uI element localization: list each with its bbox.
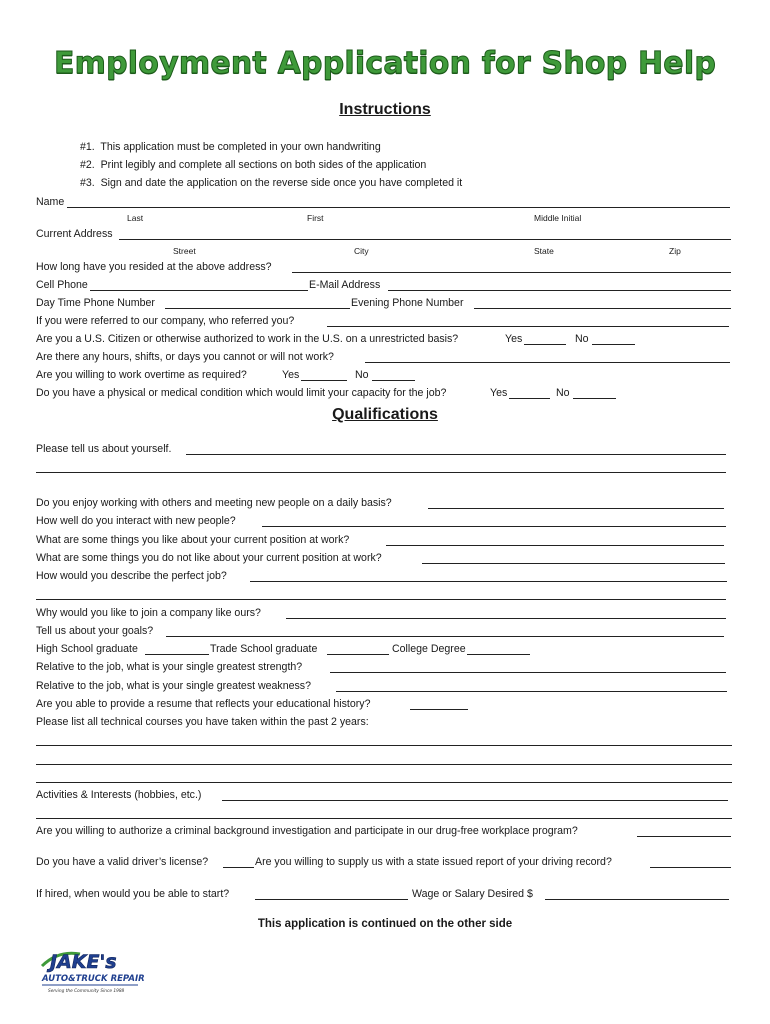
trade-school-label: Trade School graduate bbox=[210, 643, 318, 655]
email-field[interactable] bbox=[388, 290, 731, 291]
license-field[interactable] bbox=[223, 867, 254, 868]
activities-label: Activities & Interests (hobbies, etc.) bbox=[36, 789, 202, 801]
resume-field[interactable] bbox=[410, 709, 468, 710]
instruction-item: #3. Sign and date the application on the reverse side once you have completed it bbox=[80, 177, 463, 189]
instruction-item: #2. Print legibly and complete all sections on both sides of the application bbox=[80, 159, 427, 171]
perfect-job-field-line[interactable] bbox=[36, 599, 726, 600]
name-sub-first: First bbox=[307, 213, 324, 223]
day-phone-field[interactable] bbox=[165, 308, 350, 309]
background-field[interactable] bbox=[637, 836, 731, 837]
like-label: What are some things you like about your current position at work? bbox=[36, 534, 350, 546]
address-sub-zip: Zip bbox=[669, 246, 681, 256]
qualifications-heading: Qualifications bbox=[332, 406, 438, 423]
address-sub-street: Street bbox=[173, 246, 196, 256]
overtime-no-label: No bbox=[355, 369, 369, 381]
evening-phone-label: Evening Phone Number bbox=[351, 297, 464, 309]
salary-label: Wage or Salary Desired $ bbox=[412, 888, 533, 900]
high-school-field[interactable] bbox=[145, 654, 209, 655]
address-label: Current Address bbox=[36, 228, 113, 240]
address-sub-city: City bbox=[354, 246, 369, 256]
name-sub-last: Last bbox=[127, 213, 144, 223]
overtime-yes-label: Yes bbox=[282, 369, 300, 381]
citizen-yes-field[interactable] bbox=[524, 344, 566, 345]
instruction-item: #1. This application must be completed in your own handwriting bbox=[80, 141, 381, 153]
activities-field-line[interactable] bbox=[36, 818, 732, 819]
condition-no-field[interactable] bbox=[573, 398, 616, 399]
like-field[interactable] bbox=[386, 545, 724, 546]
address-sub-state: State bbox=[534, 246, 554, 256]
instructions-heading: Instructions bbox=[339, 101, 431, 118]
name-row bbox=[36, 196, 64, 209]
goals-label: Tell us about your goals? bbox=[36, 625, 154, 637]
courses-field-line[interactable] bbox=[36, 782, 732, 783]
about-field[interactable] bbox=[186, 454, 726, 455]
name-label: Name bbox=[36, 196, 65, 208]
email-label: E-Mail Address bbox=[309, 279, 381, 291]
hours-label: Are there any hours, shifts, or days you cannot or will not work? bbox=[36, 351, 334, 363]
trade-school-field[interactable] bbox=[327, 654, 389, 655]
day-phone-label: Day Time Phone Number bbox=[36, 297, 155, 309]
high-school-label: High School graduate bbox=[36, 643, 138, 655]
cell-phone-field[interactable] bbox=[90, 290, 308, 291]
start-label: If hired, when would you be able to start? bbox=[36, 888, 230, 900]
continued-note: This application is continued on the other side bbox=[257, 918, 513, 930]
referred-field[interactable] bbox=[327, 326, 729, 327]
resided-label: How long have you resided at the above address? bbox=[36, 261, 272, 273]
courses-field-line[interactable] bbox=[36, 745, 732, 746]
resume-label: Are you able to provide a resume that reflects your educational history? bbox=[36, 698, 371, 710]
cell-phone-label: Cell Phone bbox=[36, 279, 88, 291]
weakness-label: Relative to the job, what is your single greatest weakness? bbox=[36, 680, 311, 692]
activities-field[interactable] bbox=[222, 800, 728, 801]
citizen-no-field[interactable] bbox=[592, 344, 635, 345]
address-field[interactable] bbox=[119, 239, 731, 240]
condition-no-label: No bbox=[556, 387, 570, 399]
courses-label: Please list all technical courses you have taken within the past 2 years: bbox=[36, 716, 369, 728]
citizen-no-label: No bbox=[575, 333, 589, 345]
start-field[interactable] bbox=[255, 899, 408, 900]
perfect-job-label: How would you describe the perfect job? bbox=[36, 570, 227, 582]
logo-tagline: Serving the Community Since 1988 bbox=[48, 989, 125, 994]
enjoy-label: Do you enjoy working with others and meeting new people on a daily basis? bbox=[36, 497, 392, 509]
citizen-label: Are you a U.S. Citizen or otherwise authorized to work in the U.S. on a unrestricted basis? bbox=[36, 333, 459, 345]
courses-field-line[interactable] bbox=[36, 764, 732, 765]
overtime-label: Are you willing to work overtime as required? bbox=[36, 369, 247, 381]
interact-label: How well do you interact with new people? bbox=[36, 515, 236, 527]
perfect-job-field[interactable] bbox=[250, 581, 727, 582]
background-label: Are you willing to authorize a criminal background investigation and participate in our drug-free workplace program? bbox=[36, 825, 578, 837]
resided-field[interactable] bbox=[292, 272, 731, 273]
name-sub-middle: Middle Initial bbox=[534, 213, 582, 223]
condition-label: Do you have a physical or medical condition which would limit your capacity for the job? bbox=[36, 387, 447, 399]
driving-record-field[interactable] bbox=[650, 867, 731, 868]
strength-field[interactable] bbox=[330, 672, 726, 673]
about-label: Please tell us about yourself. bbox=[36, 443, 172, 455]
referred-label: If you were referred to our company, who referred you? bbox=[36, 315, 295, 327]
driving-record-label: Are you willing to supply us with a state issued report of your driving record? bbox=[255, 856, 612, 868]
logo-graphic bbox=[40, 944, 144, 1000]
why-join-label: Why would you like to join a company like ours? bbox=[36, 607, 261, 619]
condition-yes-label: Yes bbox=[490, 387, 508, 399]
logo-text-top: JAKE's bbox=[50, 951, 117, 973]
weakness-field[interactable] bbox=[336, 691, 727, 692]
interact-field[interactable] bbox=[262, 526, 726, 527]
dislike-field[interactable] bbox=[422, 563, 725, 564]
overtime-yes-field[interactable] bbox=[301, 380, 347, 381]
about-field-line[interactable] bbox=[36, 472, 726, 473]
name-field[interactable] bbox=[67, 207, 730, 208]
company-logo bbox=[40, 944, 144, 1000]
condition-yes-field[interactable] bbox=[509, 398, 550, 399]
evening-phone-field[interactable] bbox=[474, 308, 731, 309]
address-row bbox=[36, 228, 113, 241]
license-label: Do you have a valid driver’s license? bbox=[36, 856, 209, 868]
strength-label: Relative to the job, what is your single greatest strength? bbox=[36, 661, 303, 673]
hours-field[interactable] bbox=[365, 362, 730, 363]
college-field[interactable] bbox=[467, 654, 530, 655]
enjoy-field[interactable] bbox=[428, 508, 724, 509]
college-label: College Degree bbox=[392, 643, 466, 655]
dislike-label: What are some things you do not like about your current position at work? bbox=[36, 552, 382, 564]
logo-text-bottom: AUTO&TRUCK REPAIR bbox=[42, 974, 144, 984]
goals-field[interactable] bbox=[166, 636, 724, 637]
salary-field[interactable] bbox=[545, 899, 729, 900]
why-join-field[interactable] bbox=[286, 618, 726, 619]
overtime-no-field[interactable] bbox=[372, 380, 415, 381]
citizen-yes-label: Yes bbox=[505, 333, 523, 345]
page-title: Employment Application for Shop Help bbox=[53, 46, 717, 81]
